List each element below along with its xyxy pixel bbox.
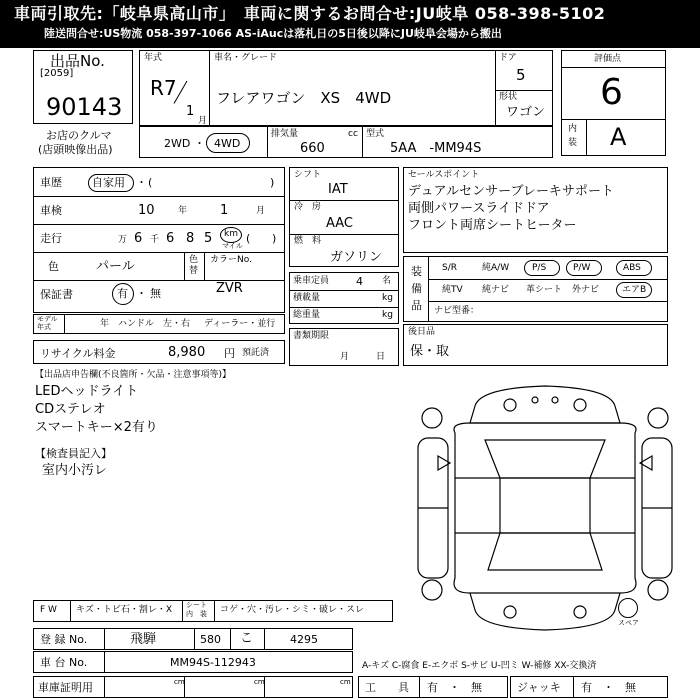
mileage-paren-r: ) bbox=[272, 232, 277, 245]
fuel-value: ガソリン bbox=[330, 250, 383, 265]
year-label: 年式 bbox=[144, 53, 163, 63]
fw-label: F W bbox=[40, 605, 57, 615]
sales-point-3: フロント両席シートヒーター bbox=[408, 218, 577, 233]
inspection-year: 10 bbox=[138, 203, 155, 218]
spare-tire-icon bbox=[618, 598, 638, 618]
shop-line1: お店のクルマ bbox=[46, 129, 112, 142]
jack-value: 有 ・ 無 bbox=[581, 681, 636, 694]
header-line2: 陸送問合せ:US物流 058-397-1066 AS-iAucは落札日の5日後以降にJU岐阜会場から搬出 bbox=[44, 27, 502, 40]
shape-label: 形状 bbox=[499, 92, 518, 102]
color-label: 色 bbox=[48, 260, 59, 273]
note-3: スマートキー×2有り bbox=[35, 420, 158, 435]
cert-cm-2: cm bbox=[254, 678, 265, 686]
history-sep: ・ bbox=[136, 176, 147, 189]
seat-text: コゲ・穴・汚レ・シミ・破レ・スレ bbox=[220, 605, 365, 615]
inspector-note-1: 室内小汚レ bbox=[42, 463, 108, 478]
lot-number: 90143 bbox=[46, 93, 123, 121]
interior-label-1: 内 bbox=[568, 124, 578, 134]
equip-navi: 純ナビ bbox=[482, 285, 510, 295]
recycle-row bbox=[33, 340, 285, 364]
docs-label: 書類期限 bbox=[293, 331, 330, 341]
model-year-label-1: モデル bbox=[37, 315, 58, 323]
car-diagram bbox=[410, 378, 680, 640]
sales-point-1: デュアルセンサーブレーキサポート bbox=[408, 184, 614, 199]
after-box bbox=[403, 324, 668, 366]
warranty-label: 保証書 bbox=[40, 288, 73, 301]
displacement-unit: cc bbox=[348, 129, 358, 139]
damage-legend: A-キズ C-腐食 E-エクボ S-サビ U-凹ミ W-補修 XX-交換済 bbox=[362, 661, 597, 671]
shift-value: IAT bbox=[328, 182, 348, 197]
reg-class: 580 bbox=[200, 633, 221, 646]
mileage-digit-1: 6 bbox=[134, 231, 143, 246]
model-label: 型式 bbox=[366, 129, 385, 139]
docs-month: 月 bbox=[340, 352, 350, 362]
lot-code: [2059] bbox=[40, 68, 74, 79]
load-unit: kg bbox=[382, 293, 393, 303]
mileage-sen: 千 bbox=[150, 235, 160, 245]
model-year-label-2: 年式 bbox=[37, 323, 51, 331]
note-1: LEDヘッドライト bbox=[35, 384, 139, 399]
handle-label: ハンドル 左・右 bbox=[118, 319, 191, 329]
equip-airbag: エアB bbox=[622, 285, 647, 295]
chassis-row bbox=[33, 651, 353, 673]
registration-row bbox=[33, 628, 353, 650]
cert-label: 車庫証明用 bbox=[38, 681, 93, 694]
reg-number: 4295 bbox=[290, 633, 318, 646]
mileage-paren-l: ( bbox=[246, 232, 251, 245]
mileage-man: 万 bbox=[118, 235, 128, 245]
chassis-value: MM94S-112943 bbox=[170, 656, 256, 669]
sales-point-2: 両側パワースライドドア bbox=[408, 201, 550, 216]
history-paren-l: ( bbox=[148, 176, 153, 189]
tools-row bbox=[358, 676, 508, 698]
cert-cm-1: cm bbox=[174, 678, 185, 686]
equip-ext-navi: 外ナビ bbox=[572, 285, 600, 295]
model-year-unit: 年 bbox=[100, 319, 110, 329]
shape-value: ワゴン bbox=[506, 105, 546, 120]
inspection-year-unit: 年 bbox=[178, 206, 188, 216]
spec-table bbox=[289, 167, 399, 267]
history-own: 自家用 bbox=[92, 176, 125, 189]
vehicle-name: フレアワゴン XS 4WD bbox=[216, 89, 392, 107]
inspection-month-unit: 月 bbox=[256, 206, 266, 216]
tools-value: 有 ・ 無 bbox=[427, 681, 482, 694]
shift-label: シフト bbox=[294, 170, 322, 180]
drive-sep: ・ bbox=[194, 137, 205, 150]
equip-label-2: 備 bbox=[411, 282, 422, 295]
ac-label: 冷 房 bbox=[294, 202, 322, 212]
chassis-label: 車 台 No. bbox=[40, 656, 88, 669]
equip-ps: P/S bbox=[532, 263, 547, 273]
mileage-digit-3: 6 bbox=[166, 231, 175, 246]
color-value: パール bbox=[96, 259, 135, 274]
name-label: 車名・グレード bbox=[214, 53, 278, 63]
warranty-no: 無 bbox=[150, 287, 161, 300]
seats-label: 乗車定員 bbox=[293, 276, 330, 286]
sales-points-label: セールスポイント bbox=[408, 170, 480, 180]
fw-seat-row bbox=[33, 600, 393, 622]
color-change-1: 色 bbox=[189, 255, 199, 265]
mileage-label: 走行 bbox=[40, 232, 62, 245]
equip-label-1: 装 bbox=[411, 265, 422, 278]
equip-sr: S/R bbox=[442, 263, 457, 273]
reg-area: 飛騨 bbox=[130, 632, 157, 647]
seats-unit: 名 bbox=[382, 276, 392, 286]
history-paren-r: ) bbox=[270, 176, 275, 189]
year-month: 1 bbox=[186, 104, 195, 119]
interior-label-2: 装 bbox=[568, 138, 578, 148]
fuel-label: 燃 料 bbox=[294, 236, 322, 246]
color-code: ZVR bbox=[216, 281, 243, 296]
header-banner bbox=[0, 0, 700, 48]
warranty-dot: ・ bbox=[136, 287, 147, 300]
color-code-label: カラーNo. bbox=[210, 255, 252, 265]
equip-tv: 純TV bbox=[442, 285, 463, 295]
equip-label-3: 品 bbox=[411, 299, 422, 312]
mileage-digit-4: 8 bbox=[186, 231, 195, 246]
score-label: 評価点 bbox=[594, 54, 622, 64]
displacement-value: 660 bbox=[300, 141, 325, 156]
drive-row bbox=[139, 126, 553, 158]
fw-text: キズ・トビ石・割レ・X bbox=[76, 605, 172, 615]
displacement-label: 排気量 bbox=[271, 129, 299, 139]
after-label: 後日品 bbox=[408, 327, 436, 337]
reg-kana: こ bbox=[240, 631, 254, 646]
model-year-row bbox=[33, 314, 285, 334]
lot-number-box bbox=[33, 50, 133, 124]
drive-4wd: 4WD bbox=[214, 137, 241, 150]
inspection-month: 1 bbox=[220, 203, 229, 218]
mileage-km: km bbox=[224, 229, 238, 239]
notes-heading: 【出品店申告欄(不良箇所・欠品・注意事項等)】 bbox=[35, 370, 232, 380]
load-label: 積載量 bbox=[293, 293, 321, 303]
note-2: CDステレオ bbox=[35, 402, 106, 417]
jack-label: ジャッキ bbox=[517, 681, 561, 694]
recycle-label: リサイクル料金 bbox=[40, 347, 116, 360]
capacity-table bbox=[289, 272, 399, 324]
details-table bbox=[33, 167, 285, 313]
garage-cert-row bbox=[33, 676, 353, 698]
score-value: 6 bbox=[600, 72, 623, 113]
equip-pw: P/W bbox=[573, 263, 591, 273]
doors-value: 5 bbox=[516, 66, 526, 84]
year-month-unit: 月 bbox=[198, 116, 208, 126]
recycle-value: 8,980 bbox=[168, 345, 206, 360]
dealer-label: ディーラー・並行 bbox=[204, 319, 276, 329]
header-line1: 車両引取先:「岐阜県高山市」 車両に関するお問合せ:JU岐阜 058-398-5102 bbox=[14, 4, 606, 23]
recycle-note: 預託済 bbox=[242, 348, 270, 358]
equip-abs: ABS bbox=[623, 263, 641, 273]
tools-label: 工 具 bbox=[365, 681, 409, 694]
lot-label: 出品No. bbox=[50, 52, 105, 70]
inspection-label: 車検 bbox=[40, 204, 62, 217]
model-value: 5AA -MM94S bbox=[390, 141, 482, 156]
score-box bbox=[561, 50, 666, 156]
seat-label-2: 内 装 bbox=[186, 610, 207, 618]
doors-label: ドア bbox=[499, 53, 517, 63]
cert-cm-3: cm bbox=[340, 678, 351, 686]
seat-label-1: シート bbox=[186, 601, 207, 609]
sales-points-box bbox=[403, 167, 668, 253]
vehicle-info-box bbox=[139, 50, 553, 126]
seats-value: 4 bbox=[356, 275, 363, 288]
mileage-digit-5: 5 bbox=[204, 231, 213, 246]
after-value: 保・取 bbox=[410, 344, 450, 359]
year-era: R7 bbox=[150, 76, 177, 100]
docs-day: 日 bbox=[376, 352, 386, 362]
color-change-2: 替 bbox=[189, 266, 199, 276]
history-label: 車歴 bbox=[40, 176, 62, 189]
mileage-mile: マイル bbox=[222, 242, 243, 250]
equipment-box bbox=[403, 256, 668, 322]
equip-aw: 純A/W bbox=[482, 263, 510, 273]
equip-navi-model: ナビ型番： bbox=[434, 306, 480, 316]
spare-label: スペア bbox=[618, 619, 639, 627]
ac-value: AAC bbox=[326, 216, 353, 231]
gross-unit: kg bbox=[382, 310, 393, 320]
docs-box bbox=[289, 328, 399, 366]
warranty-yes: 有 bbox=[117, 287, 128, 300]
drive-2wd: 2WD bbox=[164, 137, 191, 150]
jack-row bbox=[510, 676, 668, 698]
gross-label: 総重量 bbox=[293, 310, 321, 320]
interior-value: A bbox=[610, 123, 627, 151]
recycle-unit: 円 bbox=[224, 347, 235, 360]
equip-leather: 革シート bbox=[526, 285, 563, 295]
reg-label: 登 録 No. bbox=[40, 633, 88, 646]
shop-line2: (店頭映像出品) bbox=[38, 143, 113, 156]
inspector-heading: 【検査員記入】 bbox=[35, 447, 112, 460]
